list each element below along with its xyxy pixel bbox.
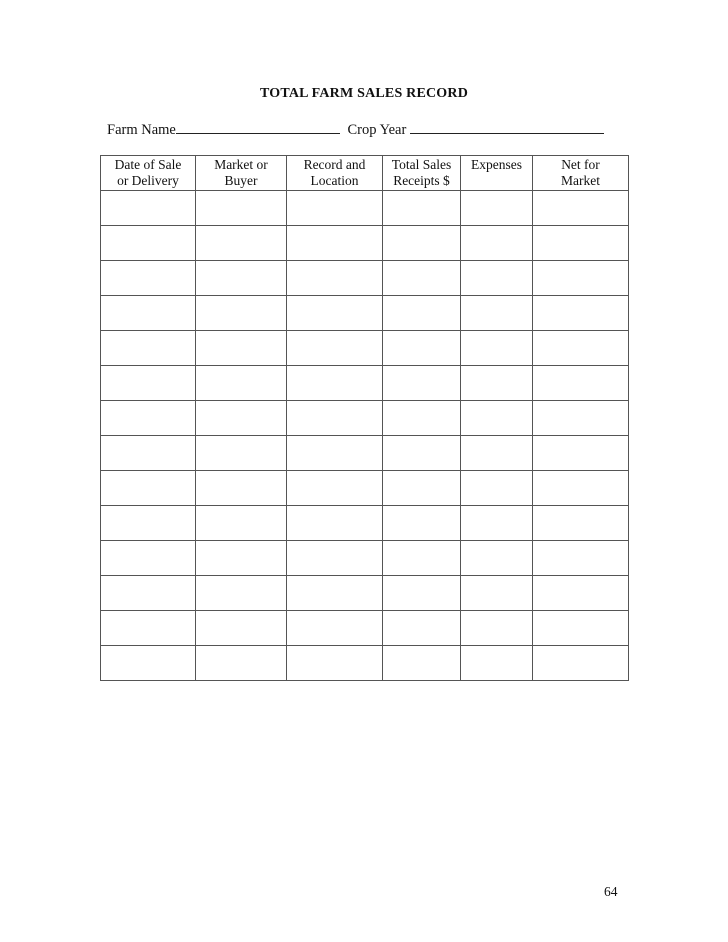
table-cell[interactable] (461, 646, 533, 681)
table-cell[interactable] (533, 226, 629, 261)
table-cell[interactable] (533, 506, 629, 541)
table-cell[interactable] (101, 541, 196, 576)
table-cell[interactable] (461, 191, 533, 226)
table-cell[interactable] (533, 611, 629, 646)
table-cell[interactable] (101, 401, 196, 436)
table-cell[interactable] (101, 331, 196, 366)
table-row (101, 506, 629, 541)
table-cell[interactable] (101, 611, 196, 646)
table-row (101, 541, 629, 576)
farm-name-label: Farm Name (107, 122, 176, 138)
table-cell[interactable] (383, 576, 461, 611)
table-cell[interactable] (287, 471, 383, 506)
column-header-market-or-buyer: Market or Buyer (196, 156, 287, 191)
table-row (101, 576, 629, 611)
table-cell[interactable] (461, 611, 533, 646)
table-cell[interactable] (461, 506, 533, 541)
table-cell[interactable] (196, 366, 287, 401)
table-cell[interactable] (287, 366, 383, 401)
table-cell[interactable] (383, 191, 461, 226)
table-cell[interactable] (383, 366, 461, 401)
table-cell[interactable] (101, 226, 196, 261)
sales-table-body (101, 191, 629, 681)
table-cell[interactable] (533, 576, 629, 611)
table-cell[interactable] (287, 191, 383, 226)
table-cell[interactable] (383, 261, 461, 296)
table-cell[interactable] (196, 296, 287, 331)
table-cell[interactable] (533, 331, 629, 366)
table-cell[interactable] (287, 576, 383, 611)
table-cell[interactable] (533, 366, 629, 401)
table-cell[interactable] (196, 331, 287, 366)
farm-name-field[interactable] (176, 120, 340, 134)
table-cell[interactable] (101, 261, 196, 296)
table-cell[interactable] (533, 436, 629, 471)
table-cell[interactable] (383, 436, 461, 471)
table-cell[interactable] (196, 471, 287, 506)
table-row (101, 296, 629, 331)
table-cell[interactable] (461, 401, 533, 436)
table-cell[interactable] (287, 646, 383, 681)
table-row (101, 471, 629, 506)
crop-year-label: Crop Year (347, 122, 407, 138)
table-row (101, 436, 629, 471)
table-cell[interactable] (533, 191, 629, 226)
table-cell[interactable] (383, 541, 461, 576)
table-cell[interactable] (196, 506, 287, 541)
table-cell[interactable] (101, 506, 196, 541)
table-cell[interactable] (287, 401, 383, 436)
table-cell[interactable] (101, 191, 196, 226)
table-cell[interactable] (196, 576, 287, 611)
table-cell[interactable] (533, 541, 629, 576)
column-header-net-for-market: Net for Market (533, 156, 629, 191)
table-cell[interactable] (196, 611, 287, 646)
table-cell[interactable] (287, 611, 383, 646)
table-cell[interactable] (196, 436, 287, 471)
table-cell[interactable] (383, 296, 461, 331)
table-cell[interactable] (287, 541, 383, 576)
column-header-expenses: Expenses (461, 156, 533, 191)
table-row (101, 366, 629, 401)
farm-info-line (107, 120, 604, 139)
table-cell[interactable] (461, 366, 533, 401)
column-header-record-and-location: Record and Location (287, 156, 383, 191)
table-cell[interactable] (287, 261, 383, 296)
table-cell[interactable] (383, 401, 461, 436)
table-cell[interactable] (461, 576, 533, 611)
table-cell[interactable] (101, 471, 196, 506)
table-cell[interactable] (196, 646, 287, 681)
table-row (101, 261, 629, 296)
table-cell[interactable] (533, 261, 629, 296)
table-header-row (101, 156, 629, 191)
table-cell[interactable] (383, 226, 461, 261)
table-row (101, 646, 629, 681)
table-cell[interactable] (196, 261, 287, 296)
table-cell[interactable] (196, 401, 287, 436)
table-cell[interactable] (461, 226, 533, 261)
table-cell[interactable] (383, 331, 461, 366)
column-header-date-of-sale: Date of Sale or Delivery (101, 156, 196, 191)
table-cell[interactable] (383, 506, 461, 541)
table-cell[interactable] (533, 401, 629, 436)
table-cell[interactable] (383, 646, 461, 681)
table-cell[interactable] (461, 471, 533, 506)
table-cell[interactable] (287, 226, 383, 261)
table-row (101, 611, 629, 646)
table-row (101, 331, 629, 366)
sales-record-table (100, 155, 629, 681)
table-cell[interactable] (287, 506, 383, 541)
page-number: 64 (604, 884, 618, 899)
table-cell[interactable] (287, 331, 383, 366)
table-row (101, 191, 629, 226)
crop-year-field[interactable] (410, 120, 604, 134)
table-cell[interactable] (461, 436, 533, 471)
column-header-total-sales-receipts: Total Sales Receipts $ (383, 156, 461, 191)
page-title: TOTAL FARM SALES RECORD (259, 86, 469, 101)
table-cell[interactable] (461, 296, 533, 331)
table-cell[interactable] (287, 436, 383, 471)
table-cell[interactable] (533, 646, 629, 681)
table-cell[interactable] (101, 296, 196, 331)
table-cell[interactable] (196, 226, 287, 261)
table-cell[interactable] (383, 611, 461, 646)
table-cell[interactable] (533, 471, 629, 506)
table-cell[interactable] (533, 296, 629, 331)
table-cell[interactable] (101, 646, 196, 681)
table-cell[interactable] (196, 191, 287, 226)
table-cell[interactable] (461, 541, 533, 576)
table-cell[interactable] (461, 261, 533, 296)
table-cell[interactable] (287, 296, 383, 331)
table-cell[interactable] (461, 331, 533, 366)
table-row (101, 226, 629, 261)
table-cell[interactable] (101, 436, 196, 471)
table-cell[interactable] (101, 576, 196, 611)
table-cell[interactable] (383, 471, 461, 506)
table-cell[interactable] (101, 366, 196, 401)
table-cell[interactable] (196, 541, 287, 576)
table-row (101, 401, 629, 436)
